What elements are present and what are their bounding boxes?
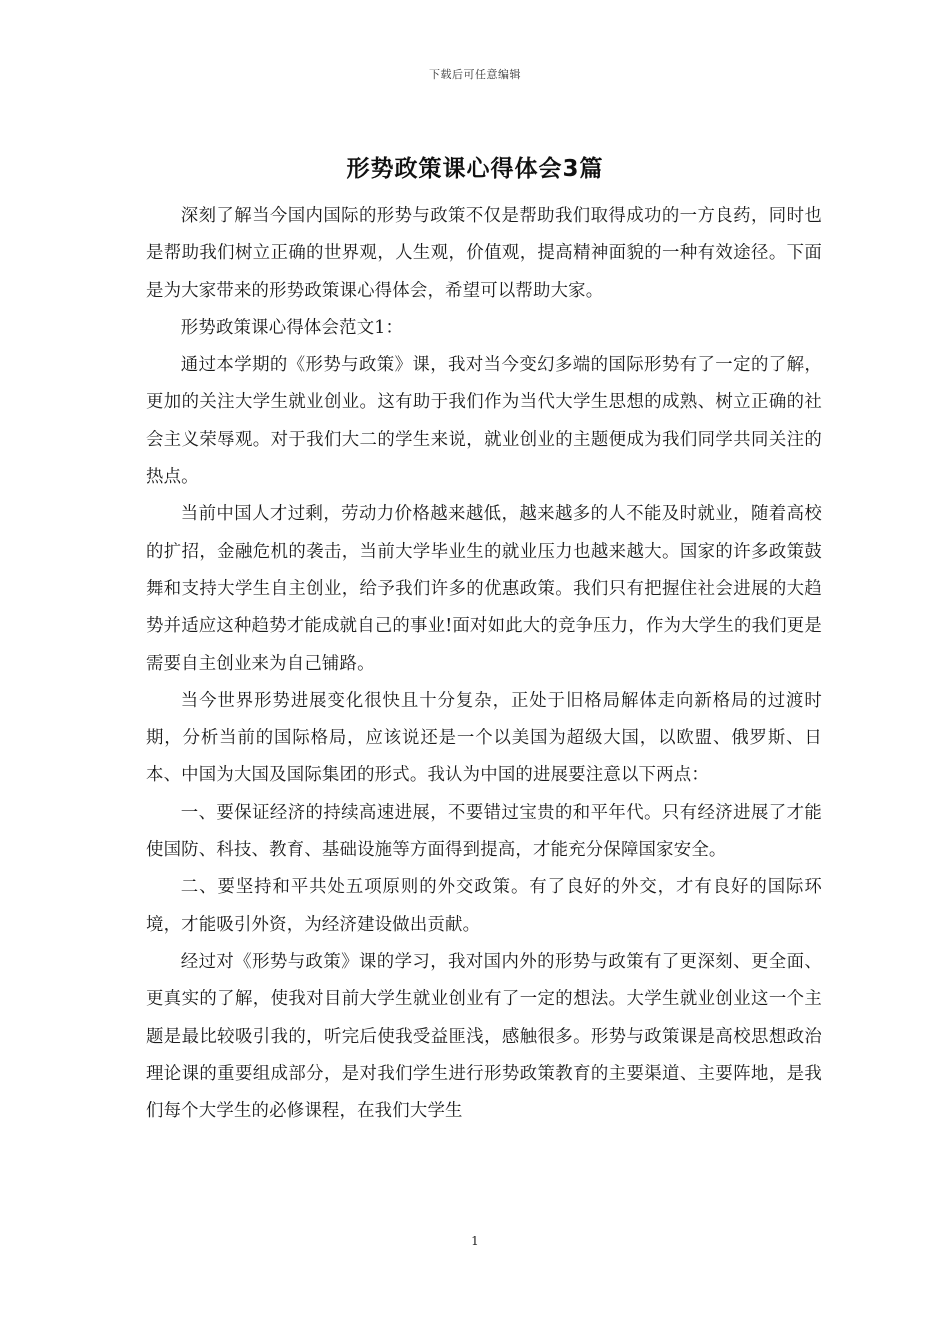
body-paragraph: 当今世界形势进展变化很快且十分复杂，正处于旧格局解体走向新格局的过渡时期，分析当前的国际格局，应该说还是一个以美国为超级大国，以欧盟、俄罗斯、日本、中国为大国及国际集团的形式。我认为中国的进展要注意以下两点： [146, 690, 822, 786]
body-paragraph: 通过本学期的《形势与政策》课，我对当今变幻多端的国际形势有了一定的了解，更加的关注大学生就业创业。这有助于我们作为当代大学生思想的成熟、树立正确的社会主义荣辱观。对于我们大二的学生来说，就业创业的主题便成为我们同学共同关注的热点。 [146, 355, 822, 488]
page-number: 1 [471, 1234, 479, 1248]
body-paragraph: 二、要坚持和平共处五项原则的外交政策。有了良好的外交，才有良好的国际环境，才能吸引外资，为经济建设做出贡献。 [146, 877, 822, 935]
intro-paragraph: 深刻了解当今国内国际的形势与政策不仅是帮助我们取得成功的一方良药，同时也是帮助我们树立正确的世界观，人生观，价值观，提高精神面貌的一种有效途径。下面是为大家带来的形势政策课心得体会，希望可以帮助大家。 [146, 206, 822, 301]
section-heading-sample-1: 形势政策课心得体会范文1： [180, 317, 404, 338]
document-body [146, 198, 822, 1130]
document-title: 形势政策课心得体会3篇 [346, 156, 604, 182]
body-paragraph: 经过对《形势与政策》课的学习，我对国内外的形势与政策有了更深刻、更全面、更真实的了解，使我对目前大学生就业创业有了一定的想法。大学生就业创业这一个主题是最比较吸引我的，听完后使我受益匪浅，感触很多。形势与政策课是高校思想政治理论课的重要组成部分，是对我们学生进行形势政策教育的主要渠道、主要阵地，是我们每个大学生的必修课程，在我们大学生 [146, 951, 822, 1122]
body-paragraph: 一、要保证经济的持续高速进展，不要错过宝贵的和平年代。只有经济进展了才能使国防、科技、教育、基础设施等方面得到提高，才能充分保障国家安全。 [146, 802, 822, 861]
body-paragraph: 当前中国人才过剩，劳动力价格越来越低，越来越多的人不能及时就业，随着高校的扩招，金融危机的袭击，当前大学毕业生的就业压力也越来越大。国家的许多政策鼓舞和支持大学生自主创业，给予我们许多的优惠政策。我们只有把握住社会进展的大趋势并适应这种趋势才能成就自己的事业!面对如此大的竞争压力，作为大学生的我们更是需要自主创业来为自己铺路。 [146, 504, 822, 674]
page-header: 下载后可任意编辑 [429, 68, 521, 81]
